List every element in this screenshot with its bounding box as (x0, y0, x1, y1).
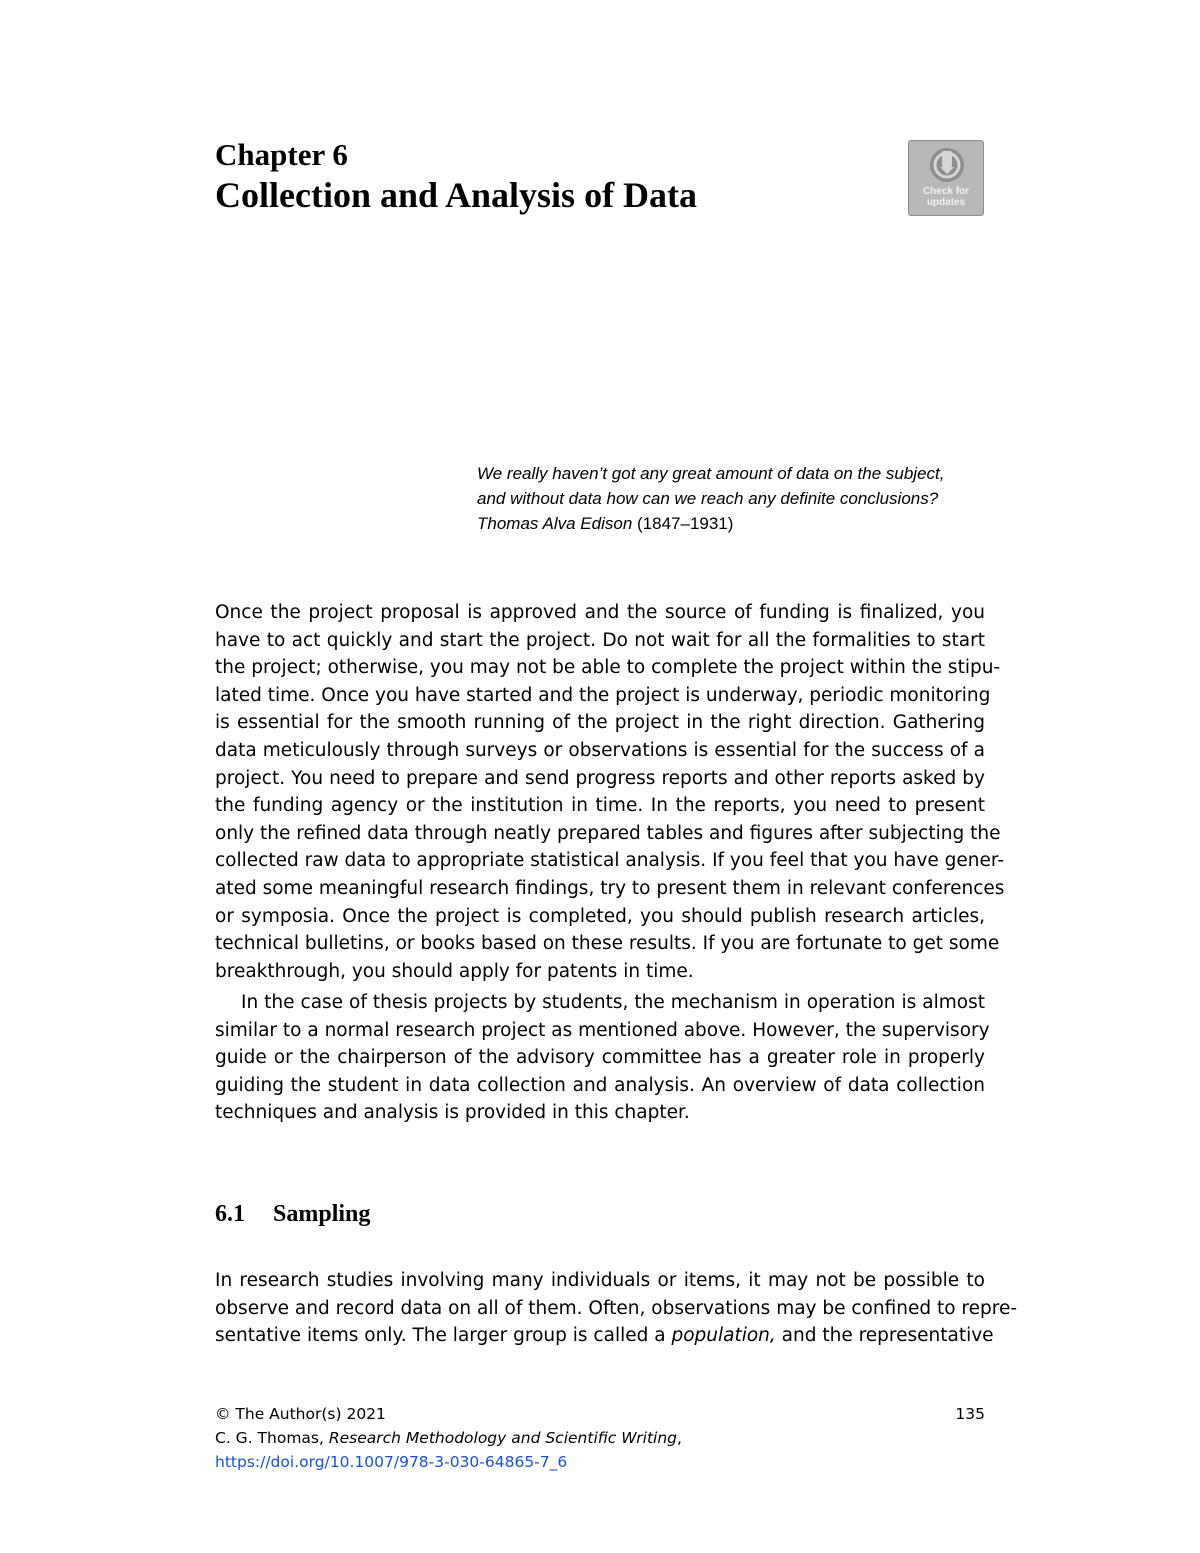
paragraph-line: data meticulously through surveys or observations is essential for the success of a (215, 739, 985, 761)
epigraph-attribution (477, 511, 997, 536)
chapter-label: Chapter 6 (215, 137, 348, 172)
epigraph-quote-line-2: and without data how can we reach any definite conclusions? (477, 489, 939, 508)
paragraph-line (215, 1322, 994, 1350)
paragraph-line: or symposia. Once the project is completed, you should publish research articles, (215, 905, 985, 927)
paragraph-line: breakthrough, you should apply for patents in time. (215, 960, 694, 982)
epigraph-line (477, 486, 997, 511)
book-citation (215, 1426, 985, 1450)
chapter-title: Collection and Analysis of Data (215, 175, 698, 215)
epigraph (477, 461, 997, 536)
paragraph-line: have to act quickly and start the project. Do not wait for all the formalities to start (215, 629, 985, 651)
paragraph-line: observe and record data on all of them. Often, observations may be confined to repre- (215, 1297, 1018, 1319)
badge-line-1: Check for (922, 186, 970, 197)
paragraph-line: the funding agency or the institution in time. In the reports, you need to present (215, 795, 985, 817)
check-for-updates-label (909, 186, 983, 208)
epigraph-author: Thomas Alva Edison (477, 514, 633, 533)
paragraph-line: guiding the student in data collection and analysis. An overview of data collection (215, 1074, 985, 1096)
emphasis-population: population, (671, 1325, 776, 1347)
page-number: 135 (955, 1405, 985, 1423)
paragraph-line: techniques and analysis is provided in this chapter. (215, 1102, 690, 1124)
section-heading (215, 1198, 370, 1230)
doi-link[interactable]: https://doi.org/10.1007/978-3-030-64865-7_6 (215, 1453, 568, 1471)
citation-suffix: , (677, 1429, 682, 1447)
paragraph-line: lated time. Once you have started and the project is underway, periodic monitoring (215, 684, 991, 706)
paragraph-line: collected raw data to appropriate statistical analysis. If you feel that you have gener- (215, 850, 1005, 872)
paragraph-line: only the refined data through neatly prepared tables and figures after subjecting the (215, 822, 1001, 844)
badge-line-2: updates (926, 197, 966, 208)
sampling-paragraph (215, 1267, 1018, 1350)
paragraph-line: technical bulletins, or books based on these results. If you are fortunate to get some (215, 933, 1000, 955)
epigraph-line (477, 461, 997, 486)
paragraph-line: In research studies involving many individuals or items, it may not be possible to (215, 1270, 985, 1291)
paragraph-line: project. You need to prepare and send progress reports and other reports asked by (215, 767, 985, 789)
paragraph-line: similar to a normal research project as mentioned above. However, the supervisory (215, 1019, 990, 1041)
citation-author: C. G. Thomas, (215, 1429, 329, 1447)
intro-paragraph-2 (215, 989, 990, 1127)
epigraph-years: (1847–1931) (632, 514, 734, 533)
page-footer (215, 1402, 985, 1474)
check-for-updates-badge[interactable] (908, 140, 984, 216)
paragraph-line: ated some meaningful research findings, try to present them in relevant conferences (215, 877, 1005, 899)
epigraph-quote-line-1: We really haven’t got any great amount of data on the subject, (477, 464, 945, 483)
paragraph-line: In the case of thesis projects by students, the mechanism in operation is almost (241, 992, 985, 1013)
paragraph-line: is essential for the smooth running of the project in the right direction. Gathering (215, 712, 985, 734)
paragraph-line: Once the project proposal is approved and the source of funding is finalized, you (215, 602, 985, 623)
text-run: and the representative (775, 1325, 994, 1347)
section-title: Sampling (273, 1201, 371, 1227)
intro-paragraph-1 (215, 599, 1005, 985)
section-number: 6.1 (215, 1201, 245, 1227)
citation-book-title: Research Methodology and Scientific Writing (328, 1429, 677, 1447)
paragraph-line: the project; otherwise, you may not be able to complete the project within the stipu- (215, 657, 1001, 679)
copyright-notice: © The Author(s) 2021 (215, 1405, 386, 1423)
paragraph-line: guide or the chairperson of the advisory committee has a greater role in properly (215, 1047, 985, 1069)
text-run: sentative items only. The larger group is called a (215, 1325, 672, 1347)
